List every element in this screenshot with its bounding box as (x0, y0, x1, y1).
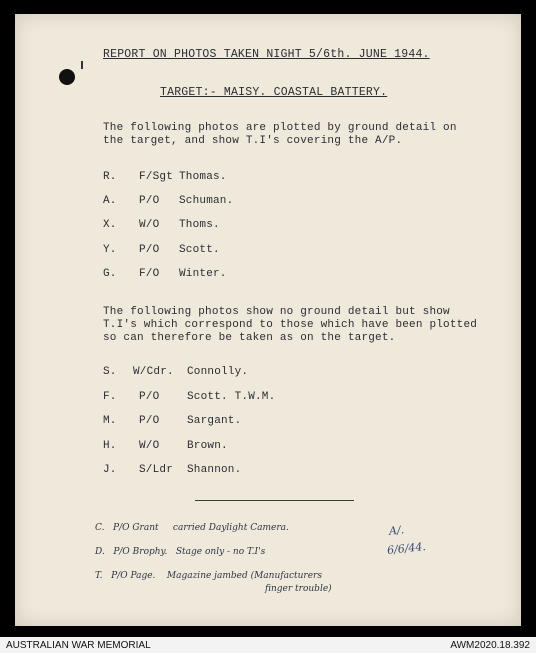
group2-code: J. (103, 464, 117, 476)
group2-name: Shannon. (187, 464, 242, 476)
group1-rank: P/O (139, 195, 160, 207)
fold-mark (81, 61, 83, 69)
paragraph-1-line-2: the target, and show T.I's covering the A/P. (103, 135, 403, 147)
group1-name: Scott. (179, 244, 220, 256)
group1-rank: F/O (139, 268, 160, 280)
group1-code: X. (103, 219, 117, 231)
paragraph-2-line-3: so can therefore be taken as on the target. (103, 332, 396, 344)
group1-code: R. (103, 171, 117, 183)
paragraph-2-line-2: T.I's which correspond to those which have been plotted (103, 319, 478, 331)
footer-right-text: AWM2020.18.392 (450, 640, 530, 651)
paragraph-2-line-1: The following photos show no ground detail but show (103, 306, 450, 318)
handwritten-note-3: T. P/O Page. Magazine jambed (Manufacturers (95, 571, 322, 581)
handwritten-initial: A/. (388, 523, 405, 538)
group2-code: M. (103, 415, 117, 427)
handwritten-note-3b: finger trouble) (265, 584, 332, 594)
group2-code: F. (103, 391, 117, 403)
group1-rank: W/O (139, 219, 160, 231)
report-title: REPORT ON PHOTOS TAKEN NIGHT 5/6th. JUNE 1944. (103, 48, 430, 61)
punch-hole (59, 69, 75, 85)
handwritten-note-1: C. P/O Grant carried Daylight Camera. (95, 523, 289, 533)
group2-name: Sargant. (187, 415, 242, 427)
group1-rank: F/Sgt (139, 171, 174, 183)
footer-left-text: AUSTRALIAN WAR MEMORIAL (6, 640, 151, 651)
document-page (15, 14, 521, 626)
group1-code: G. (103, 268, 117, 280)
group2-rank: W/O (139, 440, 160, 452)
handwritten-note-2: D. P/O Brophy. Stage only - no T.I's (95, 547, 266, 557)
group2-name: Connolly. (187, 366, 249, 378)
group2-code: S. (103, 366, 117, 378)
group2-rank: P/O (139, 391, 160, 403)
group1-code: Y. (103, 244, 117, 256)
group1-rank: P/O (139, 244, 160, 256)
group2-rank: W/Cdr. (133, 366, 174, 378)
handwritten-date: 6/6/44. (386, 540, 427, 557)
group2-rank: S/Ldr (139, 464, 174, 476)
divider-line (195, 500, 354, 501)
group2-code: H. (103, 440, 117, 452)
group1-name: Winter. (179, 268, 227, 280)
target-heading: TARGET:- MAISY. COASTAL BATTERY. (160, 86, 388, 99)
paragraph-1-line-1: The following photos are plotted by ground detail on (103, 122, 457, 134)
group2-rank: P/O (139, 415, 160, 427)
group2-name: Scott. T.W.M. (187, 391, 276, 403)
group2-name: Brown. (187, 440, 228, 452)
group1-name: Thoms. (179, 219, 220, 231)
group1-code: A. (103, 195, 117, 207)
group1-name: Schuman. (179, 195, 234, 207)
group1-name: Thomas. (179, 171, 227, 183)
